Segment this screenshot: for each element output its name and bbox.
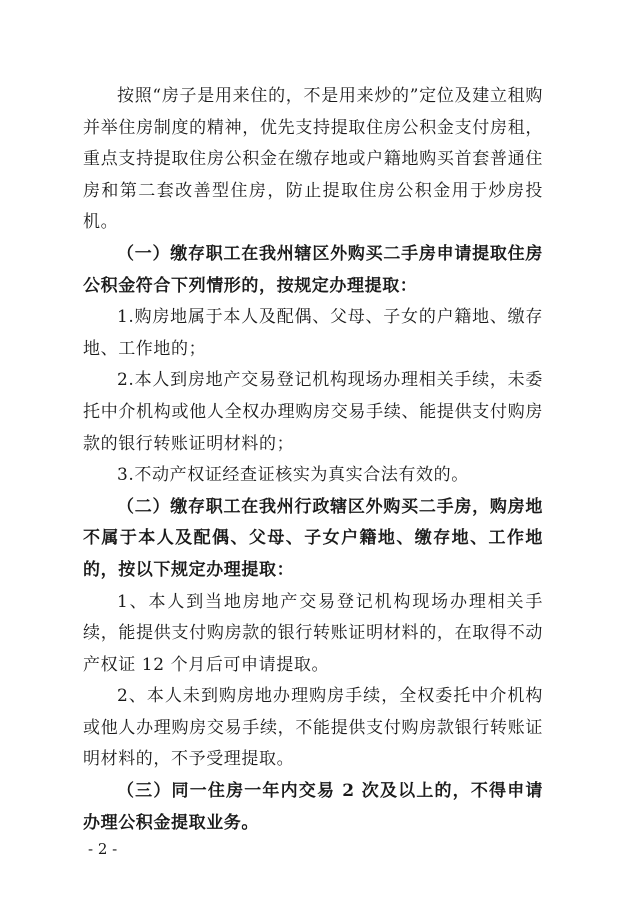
list-item-1-3: 3.不动产权证经查证核实为真实合法有效的。 <box>117 465 469 486</box>
list-item-1-1: 1.购房地属于本人及配偶、父母、子女的户籍地、缴存地、工作地的； <box>83 307 543 359</box>
list-item-2-1: 1、本人到当地房地产交易登记机构现场办理相关手续，能提供支付购房款的银行转账证明材料的，在取得不动产权证 12 个月后可申请提取。 <box>83 591 543 675</box>
section-heading-3: （三）同一住房一年内交易 2 次及以上的，不得申请办理公积金提取业务。 <box>83 781 543 833</box>
list-item-2-2: 2、本人未到购房地办理购房手续，全权委托中介机构或他人办理购房交易手续，不能提供支付购房款银行转账证明材料的，不予受理提取。 <box>83 686 543 770</box>
list-item-1-2: 2.本人到房地产交易登记机构现场办理相关手续，未委托中介机构或他人全权办理购房交易手续、能提供支付购房款的银行转账证明材料的； <box>83 370 543 454</box>
document-body <box>83 81 543 839</box>
section-heading-2: （二）缴存职工在我州行政辖区外购买二手房，购房地不属于本人及配偶、父母、子女户籍地、缴存地、工作地的，按以下规定办理提取： <box>83 496 543 580</box>
page-number: - 2 - <box>88 840 118 858</box>
section-heading-1: （一）缴存职工在我州辖区外购买二手房申请提取住房公积金符合下列情形的，按规定办理提取： <box>83 243 543 296</box>
paragraph-intro: 按照“房子是用来住的，不是用来炒的”定位及建立租购并举住房制度的精神，优先支持提取住房公积金支付房租，重点支持提取住房公积金在缴存地或户籍地购买首套普通住房和第二套改善型住房，防止提取住房公积金用于炒房投机。 <box>83 86 543 233</box>
